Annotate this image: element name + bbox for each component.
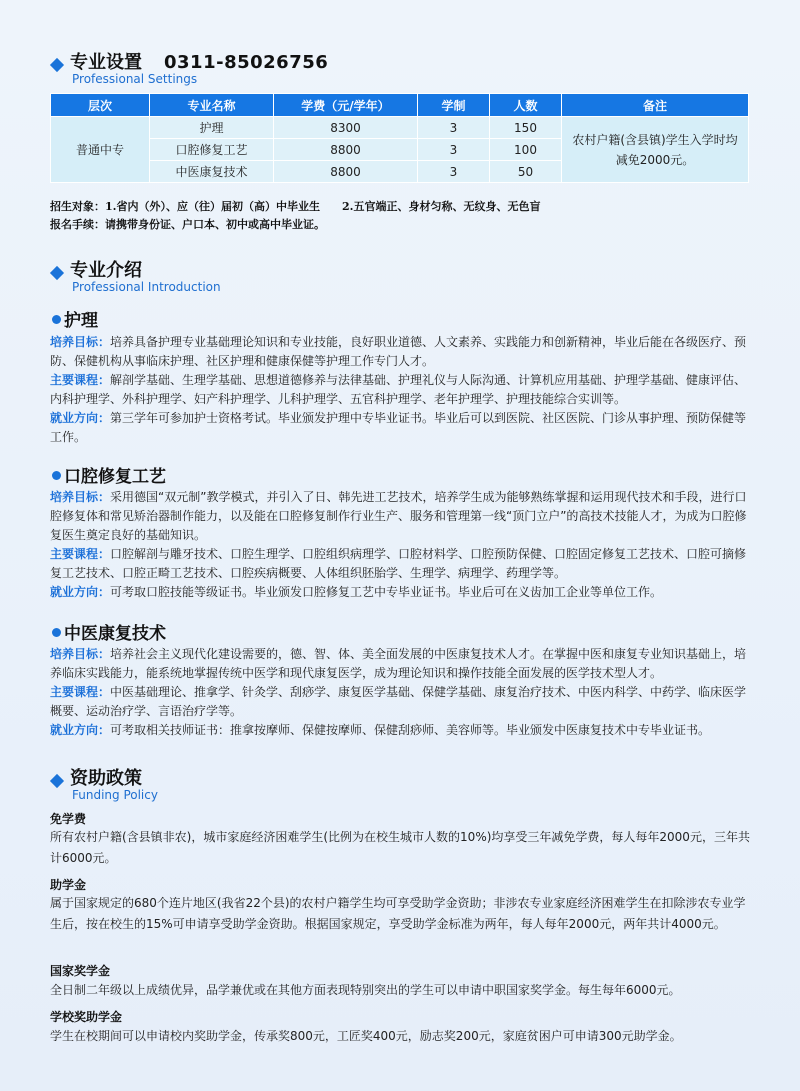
course-label: 主要课程：	[50, 685, 111, 699]
dot-bullet-icon	[52, 471, 61, 480]
header-count: 人数	[490, 94, 562, 117]
major-name: 中医康复技术	[64, 624, 166, 644]
goal-label: 培养目标：	[50, 335, 111, 349]
fee-cell: 8800	[274, 139, 418, 161]
goal-paragraph	[50, 645, 756, 683]
career-label: 就业方向：	[50, 723, 111, 737]
course-text: 解剖学基础、生理学基础、思想道德修养与法律基础、护理礼仪与人际沟通、计算机应用基础、护理学基础、健康评估、内科护理学、外科护理学、妇产科护理学、儿科护理学、五官科护理学、老年护理学、护理技能综合实训等。	[50, 373, 747, 406]
major-name-cell: 口腔修复工艺	[150, 139, 274, 161]
career-label: 就业方向：	[50, 411, 111, 425]
major-title-dental	[52, 462, 166, 487]
tuition-table	[50, 93, 749, 183]
diamond-bullet-icon	[50, 774, 64, 788]
intro-subtitle: Professional Introduction	[72, 280, 221, 294]
career-paragraph	[50, 409, 756, 447]
years-cell: 3	[418, 117, 490, 139]
funding-item-text: 学生在校期间可以申请校内奖助学金，传承奖800元，工匠奖400元，励志奖200元，家庭贫困户可申请300元助学金。	[50, 1029, 682, 1043]
note-cell: 农村户籍(含县镇)学生入学时均减免2000元。	[562, 117, 749, 183]
funding-item-title: 国家奖学金	[50, 964, 111, 978]
tcm-rehab-description	[50, 645, 756, 740]
major-title-tcm-rehab	[52, 619, 166, 644]
course-paragraph	[50, 545, 756, 583]
diamond-bullet-icon	[50, 266, 64, 280]
funding-item-text: 所有农村户籍(含县镇非农)，城市家庭经济困难学生(比例为在校生城市人数的10%)均享受三年减免学费，每人每年2000元，三年共计6000元。	[50, 830, 750, 865]
course-text: 中医基础理论、推拿学、针灸学、刮痧学、康复医学基础、保健学基础、康复治疗技术、中医内科学、中药学、临床医学概要、运动治疗学、言语治疗学等。	[50, 685, 747, 718]
settings-subtitle: Professional Settings	[72, 72, 198, 86]
major-name: 护理	[64, 311, 98, 331]
dot-bullet-icon	[52, 628, 61, 637]
years-cell: 3	[418, 161, 490, 183]
course-label: 主要课程：	[50, 547, 111, 561]
course-text: 口腔解剖与雕牙技术、口腔生理学、口腔组织病理学、口腔材料学、口腔预防保健、口腔固定修复工艺技术、口腔可摘修复工艺技术、口腔正畸工艺技术、口腔疾病概要、人体组织胚胎学、生理学、病理学、药理学等。	[50, 547, 747, 580]
career-text: 第三学年可参加护士资格考试。毕业颁发护理中专毕业证书。毕业后可以到医院、社区医院、门诊从事护理、预防保健等工作。	[50, 411, 747, 444]
career-text: 可考取口腔技能等级证书。毕业颁发口腔修复工艺中专毕业证书。毕业后可在义齿加工企业等单位工作。	[110, 585, 663, 599]
course-paragraph	[50, 683, 756, 721]
course-paragraph	[50, 371, 756, 409]
settings-title-row	[70, 48, 328, 74]
registration-procedure: 报名手续：请携带身份证、户口本、初中或高中毕业证。	[50, 218, 325, 231]
career-label: 就业方向：	[50, 585, 111, 599]
major-name-cell: 中医康复技术	[150, 161, 274, 183]
level-cell: 普通中专	[51, 117, 150, 183]
major-name-cell: 护理	[150, 117, 274, 139]
count-cell: 100	[490, 139, 562, 161]
count-cell: 150	[490, 117, 562, 139]
goal-text: 采用德国“双元制”教学模式，并引入了日、韩先进工艺技术，培养学生成为能够熟练掌握和运用现代技术和手段，进行口腔修复体和常见矫治器制作能力，以及能在口腔修复制作行业生产、服务和管理第一线“顶门立户”的高技术技能人才，为成为口腔修复医生奠定良好的基础知识。	[50, 490, 747, 542]
goal-label: 培养目标：	[50, 647, 111, 661]
goal-label: 培养目标：	[50, 490, 111, 504]
table-header-row	[51, 94, 749, 117]
fee-cell: 8300	[274, 117, 418, 139]
header-note: 备注	[562, 94, 749, 117]
goal-paragraph	[50, 333, 756, 371]
career-paragraph	[50, 721, 756, 740]
header-level: 层次	[51, 94, 150, 117]
years-cell: 3	[418, 139, 490, 161]
header-major: 专业名称	[150, 94, 274, 117]
nursing-description	[50, 333, 756, 447]
funding-item-text: 全日制二年级以上成绩优异，品学兼优或在其他方面表现特别突出的学生可以申请中职国家奖学金。每生每年6000元。	[50, 983, 681, 997]
header-years: 学制	[418, 94, 490, 117]
table-row	[51, 117, 749, 139]
funding-item-title: 免学费	[50, 812, 87, 826]
funding-item-text: 属于国家规定的680个连片地区(我省22个县)的农村户籍学生均可享受助学金资助；非涉农专业家庭经济困难学生在扣除涉农专业学生后，按在校生的15%可申请享受助学金资助。根据国家规定，享受助学金标准为两年，每人每年2000元，两年共计4000元。	[50, 896, 746, 931]
career-text: 可考取相关技师证书：推拿按摩师、保健按摩师、保健刮痧师、美容师等。毕业颁发中医康复技术中专毕业证书。	[110, 723, 711, 737]
goal-paragraph	[50, 488, 756, 545]
dental-description	[50, 488, 756, 602]
fee-cell: 8800	[274, 161, 418, 183]
funding-item-title: 学校奖助学金	[50, 1010, 123, 1024]
major-title-nursing	[52, 306, 98, 331]
diamond-bullet-icon	[50, 58, 64, 72]
dot-bullet-icon	[52, 315, 61, 324]
count-cell: 50	[490, 161, 562, 183]
settings-title: 专业设置	[70, 52, 142, 73]
funding-item-title: 助学金	[50, 878, 87, 892]
header-fee: 学费（元/学年）	[274, 94, 418, 117]
major-name: 口腔修复工艺	[64, 467, 166, 487]
phone-number: 0311-85026756	[164, 52, 329, 73]
goal-text: 培养具备护理专业基础理论知识和专业技能，良好职业道德、人文素养、实践能力和创新精神，毕业后能在各级医疗、预防、保健机构从事临床护理、社区护理和健康保健等护理工作专门人才。	[50, 335, 747, 368]
goal-text: 培养社会主义现代化建设需要的，德、智、体、美全面发展的中医康复技术人才。在掌握中医和康复专业知识基础上，培养临床实践能力，能系统地掌握传统中医学和现代康复医学，成为理论知识和操作技能全面发展的医学技术型人才。	[50, 647, 747, 680]
funding-title: 资助政策	[70, 768, 142, 789]
intro-title: 专业介绍	[70, 260, 142, 281]
funding-subtitle: Funding Policy	[72, 788, 158, 802]
career-paragraph	[50, 583, 756, 602]
enrollment-requirements: 招生对象：1.省内（外）、应（往）届初（高）中毕业生 2.五官端正、身材匀称、无纹身、无色盲	[50, 200, 541, 213]
course-label: 主要课程：	[50, 373, 111, 387]
